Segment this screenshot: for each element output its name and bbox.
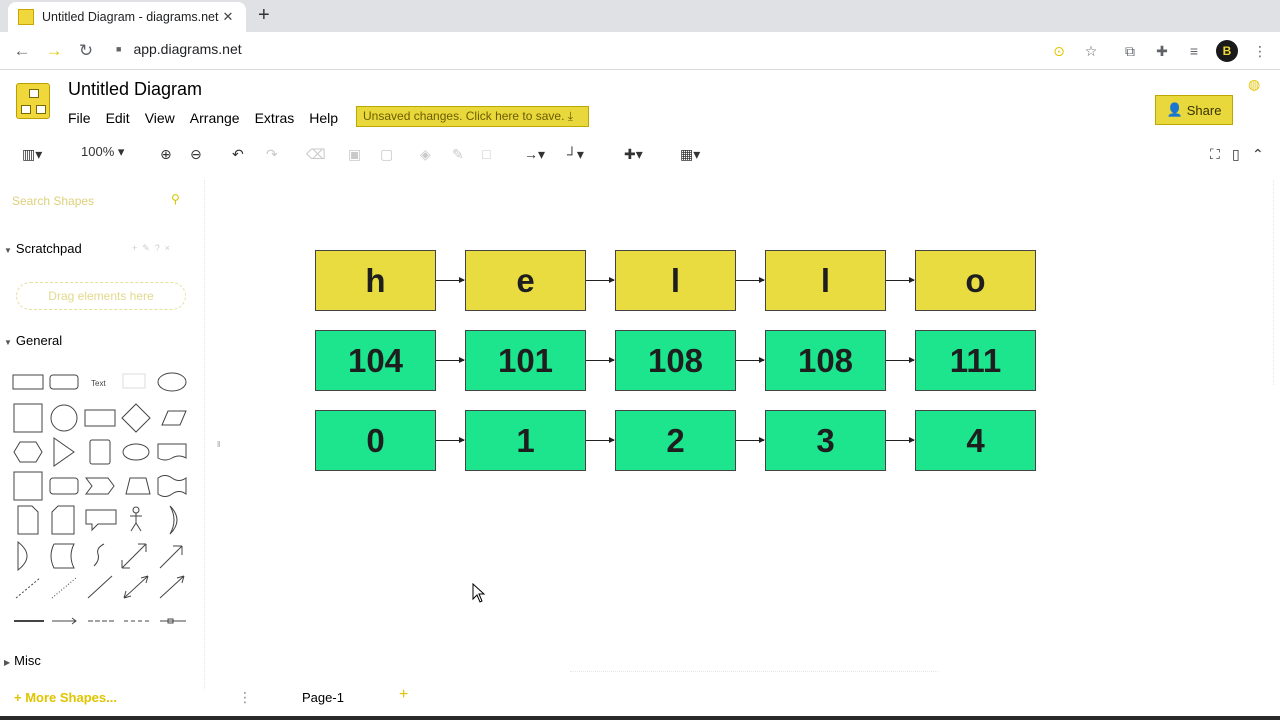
waypoint-style-icon[interactable]: ┘▾ — [567, 146, 584, 162]
diagram-node[interactable]: 4 — [915, 410, 1036, 471]
shape-text[interactable]: Text — [91, 379, 106, 388]
diagram-node[interactable]: 3 — [765, 410, 886, 471]
unsaved-changes-button[interactable] — [356, 106, 589, 127]
profile-avatar[interactable]: B — [1216, 40, 1238, 62]
format-panel-icon[interactable]: ▥▾ — [22, 146, 43, 162]
diagram-edge-arrow[interactable] — [886, 360, 914, 361]
lock-icon: ■ — [116, 44, 122, 54]
shape-textbox[interactable] — [123, 374, 145, 388]
general-shapes-palette — [10, 368, 195, 628]
general-label: General — [15, 333, 63, 348]
page-footer — [206, 684, 1280, 712]
shape-cylinder[interactable] — [90, 440, 110, 464]
expand-caret-icon: ▼ — [4, 246, 12, 255]
diagram-edge-arrow[interactable] — [436, 280, 464, 281]
shape-connector[interactable] — [52, 618, 76, 624]
shape-labeled-connector[interactable] — [160, 619, 186, 623]
save-download-icon: ⤓ — [567, 109, 574, 123]
diagram-node[interactable]: 108 — [765, 330, 886, 391]
shape-ellipse[interactable] — [158, 373, 186, 391]
shape-triangle[interactable] — [54, 438, 74, 466]
shape-rounded-rectangle[interactable] — [50, 375, 78, 389]
tab-close-icon[interactable]: ✕ — [222, 9, 234, 24]
toolbar — [0, 140, 1280, 168]
search-icon[interactable]: ⚲ — [171, 192, 180, 206]
sidebar-resize-handle[interactable]: ‖ — [217, 440, 221, 449]
diagram-edge-arrow[interactable] — [886, 440, 914, 441]
document-title[interactable]: Untitled Diagram — [68, 79, 203, 99]
vertical-scrollbar[interactable] — [1273, 180, 1275, 385]
more-shapes-label: More Shapes... — [25, 690, 117, 705]
insert-icon[interactable]: ✚▾ — [624, 146, 643, 162]
back-icon[interactable]: ← — [13, 41, 31, 60]
diagram-node[interactable]: 111 — [915, 330, 1036, 391]
shape-trapezoid[interactable] — [126, 478, 150, 494]
fill-color-icon: ◈ — [420, 146, 431, 162]
shape-bidirectional-connector[interactable] — [124, 576, 148, 598]
more-shapes-button[interactable]: + More Shapes... — [14, 690, 117, 705]
expand-caret-icon: ▼ — [4, 338, 12, 347]
drawio-logo-icon — [16, 83, 50, 119]
shape-dotted-line[interactable] — [52, 578, 76, 598]
menu-bar — [68, 110, 353, 126]
scratchpad-dropzone[interactable]: Drag elements here — [16, 282, 186, 310]
shadow-icon: □ — [482, 146, 491, 162]
shape-rectangle[interactable] — [13, 375, 43, 389]
fullscreen-icon[interactable]: ⛶ — [1210, 146, 1220, 162]
share-label: Share — [1186, 102, 1222, 118]
to-back-icon: ▢ — [380, 146, 394, 162]
shape-or[interactable] — [170, 506, 177, 534]
connection-style-icon[interactable]: →▾ — [524, 146, 546, 162]
diagram-edge-arrow[interactable] — [436, 440, 464, 441]
bookmark-star-icon[interactable]: ☆ — [1084, 43, 1098, 59]
shape-step[interactable] — [86, 478, 114, 494]
diagram-node[interactable]: 108 — [615, 330, 736, 391]
reload-icon[interactable]: ↻ — [78, 41, 94, 60]
shape-note[interactable] — [18, 506, 38, 534]
shape-callout[interactable] — [86, 510, 116, 530]
diagrams-favicon-icon — [18, 9, 34, 25]
shape-hexagon[interactable] — [14, 442, 42, 462]
redo-icon: ↷ — [266, 146, 278, 162]
diagram-edge-arrow[interactable] — [886, 280, 914, 281]
menu-edit[interactable]: Edit — [105, 110, 130, 126]
diagram-edge-arrow[interactable] — [586, 360, 614, 361]
shape-circle[interactable] — [51, 405, 77, 431]
to-front-icon: ▣ — [348, 146, 362, 162]
menu-help[interactable]: Help — [309, 110, 339, 126]
shape-delay[interactable] — [18, 542, 27, 570]
location-icon[interactable]: ⊙ — [1053, 43, 1065, 59]
zoom-in-icon[interactable]: ⊕ — [160, 146, 172, 162]
line-color-icon: ✎ — [452, 146, 464, 162]
menu-view[interactable]: View — [144, 110, 175, 126]
diagram-node[interactable]: 104 — [315, 330, 436, 391]
address-bar — [0, 32, 1280, 70]
diagram-edge-arrow[interactable] — [736, 360, 764, 361]
search-shapes-input[interactable] — [12, 192, 172, 210]
zoom-level[interactable]: 100% ▾ — [81, 144, 125, 159]
menu-arrange[interactable]: Arrange — [189, 110, 240, 126]
media-queue-icon[interactable]: ≡ — [1189, 43, 1199, 59]
page-tab[interactable]: Page-1 — [302, 690, 344, 705]
shape-square[interactable] — [14, 404, 42, 432]
diagram-node[interactable]: 2 — [615, 410, 736, 471]
format-toggle-icon[interactable]: ▯ — [1232, 146, 1240, 162]
shapes-sidebar — [0, 180, 205, 690]
collapse-caret-icon: ▶ — [4, 658, 11, 667]
general-header[interactable] — [4, 333, 62, 348]
diagram-edge-arrow[interactable] — [736, 440, 764, 441]
page-menu-icon[interactable]: ⋮ — [238, 689, 252, 705]
diagram-node[interactable]: l — [765, 250, 886, 311]
misc-label: Misc — [14, 653, 41, 668]
diagram-edge-arrow[interactable] — [586, 280, 614, 281]
url-field[interactable] — [116, 41, 242, 57]
unsaved-changes-label: Unsaved changes. Click here to save. — [363, 109, 565, 123]
window-bottom-edge — [0, 716, 1280, 720]
language-globe-icon[interactable]: ◍ — [1248, 76, 1261, 92]
table-icon[interactable]: ▦▾ — [680, 146, 701, 162]
diagram-edge-arrow[interactable] — [736, 280, 764, 281]
diagram-node[interactable]: h — [315, 250, 436, 311]
user-icon: 👤 — [1166, 102, 1183, 117]
zoom-value: 100% — [81, 144, 115, 159]
forward-icon[interactable]: → — [45, 41, 63, 60]
shape-parallelogram[interactable] — [162, 411, 186, 425]
diagram-node[interactable]: e — [465, 250, 586, 311]
add-page-button[interactable]: + — [399, 686, 409, 703]
shape-cloud[interactable] — [123, 444, 149, 460]
diagram-node[interactable]: 1 — [465, 410, 586, 471]
zoom-out-icon[interactable]: ⊖ — [190, 146, 202, 162]
scratchpad-tools-icon[interactable]: +✎?× — [132, 243, 176, 253]
mouse-cursor-icon — [472, 583, 486, 603]
browser-menu-icon[interactable]: ⋮ — [1253, 43, 1267, 59]
diagram-canvas[interactable] — [206, 180, 1266, 685]
shape-cube[interactable] — [50, 478, 78, 494]
diagram-edge-arrow[interactable] — [436, 360, 464, 361]
url-text: app.diagrams.net — [133, 41, 242, 57]
shape-document[interactable] — [158, 444, 186, 460]
share-button[interactable] — [1155, 95, 1233, 125]
shape-card[interactable] — [52, 506, 74, 534]
tab-title: Untitled Diagram - diagrams.net — [42, 10, 219, 24]
shape-line[interactable] — [88, 576, 112, 598]
new-tab-button[interactable]: + — [258, 4, 270, 26]
scratchpad-header[interactable] — [4, 241, 82, 256]
undo-icon[interactable]: ↶ — [232, 146, 244, 162]
shape-bidirectional-arrow[interactable] — [122, 544, 146, 568]
diagram-node[interactable]: 0 — [315, 410, 436, 471]
shape-arrow[interactable] — [160, 546, 182, 568]
collapse-icon[interactable]: ⌃ — [1252, 146, 1264, 162]
browser-tab[interactable] — [8, 2, 246, 32]
diagram-node[interactable]: l — [615, 250, 736, 311]
shape-data-storage[interactable] — [51, 544, 74, 568]
shape-dashed-line[interactable] — [16, 578, 40, 598]
misc-header[interactable] — [4, 653, 41, 668]
scratchpad-label: Scratchpad — [15, 241, 82, 256]
delete-icon: ⌫ — [306, 146, 326, 162]
shape-directional-connector[interactable] — [160, 576, 184, 598]
shape-diamond[interactable] — [122, 404, 150, 432]
shape-curve[interactable] — [94, 544, 104, 566]
shape-process[interactable] — [85, 410, 115, 426]
shape-tape[interactable] — [158, 476, 186, 497]
horizontal-scrollbar[interactable] — [570, 671, 938, 673]
cast-icon[interactable]: ⧉ — [1125, 43, 1135, 59]
diagram-node[interactable]: 101 — [465, 330, 586, 391]
tab-strip — [0, 0, 1280, 32]
extensions-icon[interactable]: ✚ — [1156, 43, 1168, 59]
shape-internal-storage[interactable] — [14, 472, 42, 500]
diagram-node[interactable]: o — [915, 250, 1036, 311]
menu-file[interactable]: File — [68, 110, 91, 126]
menu-extras[interactable]: Extras — [254, 110, 295, 126]
shape-actor[interactable] — [133, 507, 139, 513]
diagram-edge-arrow[interactable] — [586, 440, 614, 441]
shape-actor-body — [130, 513, 142, 531]
